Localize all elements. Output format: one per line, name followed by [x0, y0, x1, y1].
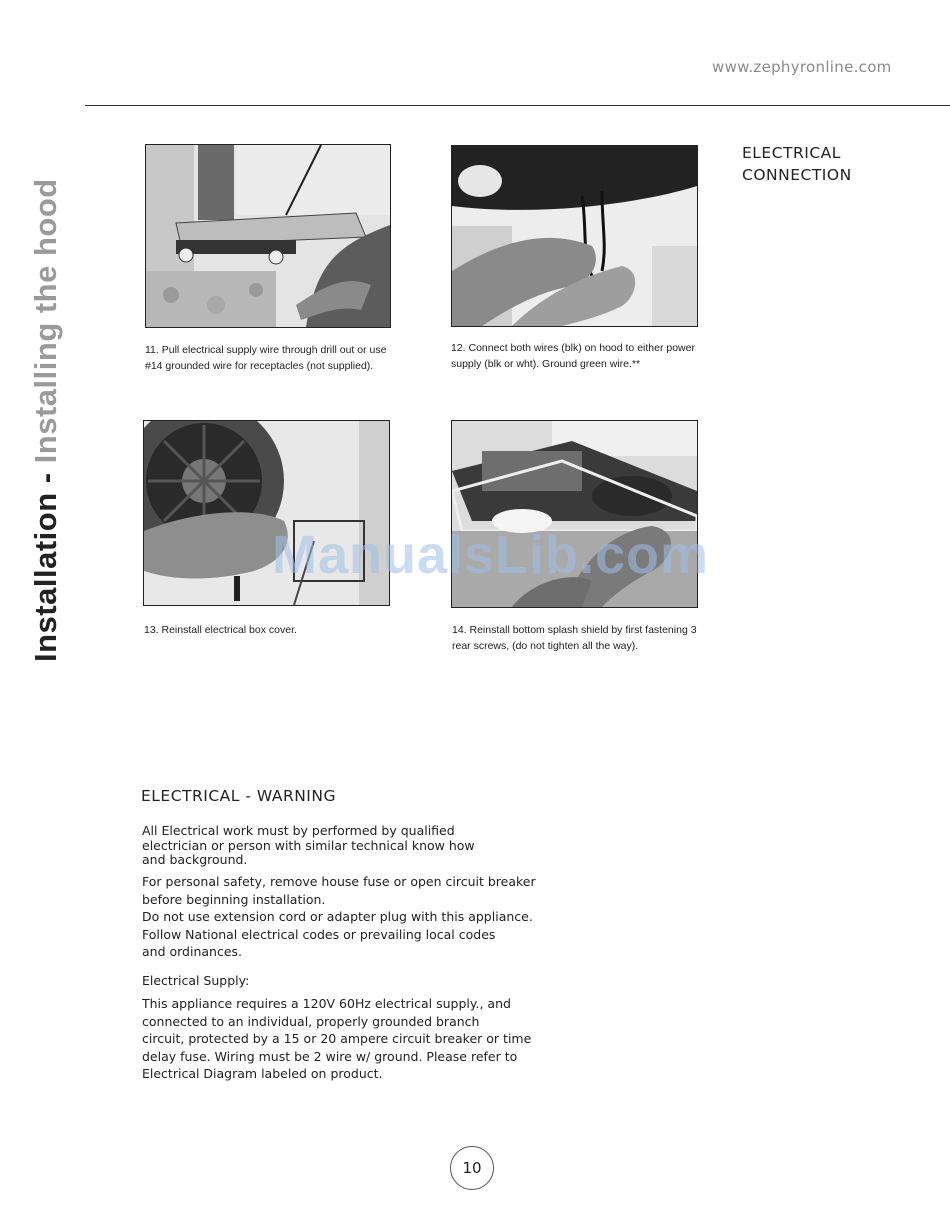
website-url: www.zephyronline.com [712, 58, 892, 76]
heading-line-1: ELECTRICAL [742, 144, 841, 162]
electrical-supply-paragraph: This appliance requires a 120V 60Hz electrical supply., and connected to an individual, properly grounded branch circuit, protected by a 15 or 20 ampere circuit breaker or time delay fuse. Wiring must be 2 wire w/ ground. Please refer to Electrical Diagram labeled on product. [142, 996, 532, 1081]
watermark: ManualsLib.com [272, 525, 710, 585]
step-11-caption: 11. Pull electrical supply wire through drill out or use #14 grounded wire for receptacles (not supplied). [145, 344, 387, 372]
side-title-subsection: Installing the hood [28, 178, 63, 464]
page-number: 10 [450, 1146, 494, 1190]
step-11-photo [145, 144, 391, 328]
electrical-connection-heading [742, 142, 852, 186]
step-12-photo [451, 145, 698, 327]
step-14-caption: 14. Reinstall bottom splash shield by first fastening 3 rear screws, (do not tighten all the way). [452, 624, 697, 652]
electrical-supply-label: Electrical Supply: [142, 973, 250, 988]
header-rule [85, 105, 950, 106]
step-13-caption: 13. Reinstall electrical box cover. [144, 624, 297, 636]
warning-paragraph-2: For personal safety, remove house fuse or open circuit breaker before beginning installation. Do not use extension cord or adapter plug with this appliance. Follow National electrical codes or prevailing local codes and ordinances. [142, 874, 536, 959]
warning-heading: ELECTRICAL - WARNING [141, 787, 336, 805]
side-title-section: Installation - [28, 463, 63, 662]
heading-line-2: CONNECTION [742, 166, 852, 184]
warning-paragraph-1: All Electrical work must by performed by qualified electrician or person with similar technical know how and background. [142, 823, 475, 867]
step-12-caption: 12. Connect both wires (blk) on hood to either power supply (blk or wht). Ground green wire.** [451, 342, 695, 370]
side-title [28, 132, 78, 662]
